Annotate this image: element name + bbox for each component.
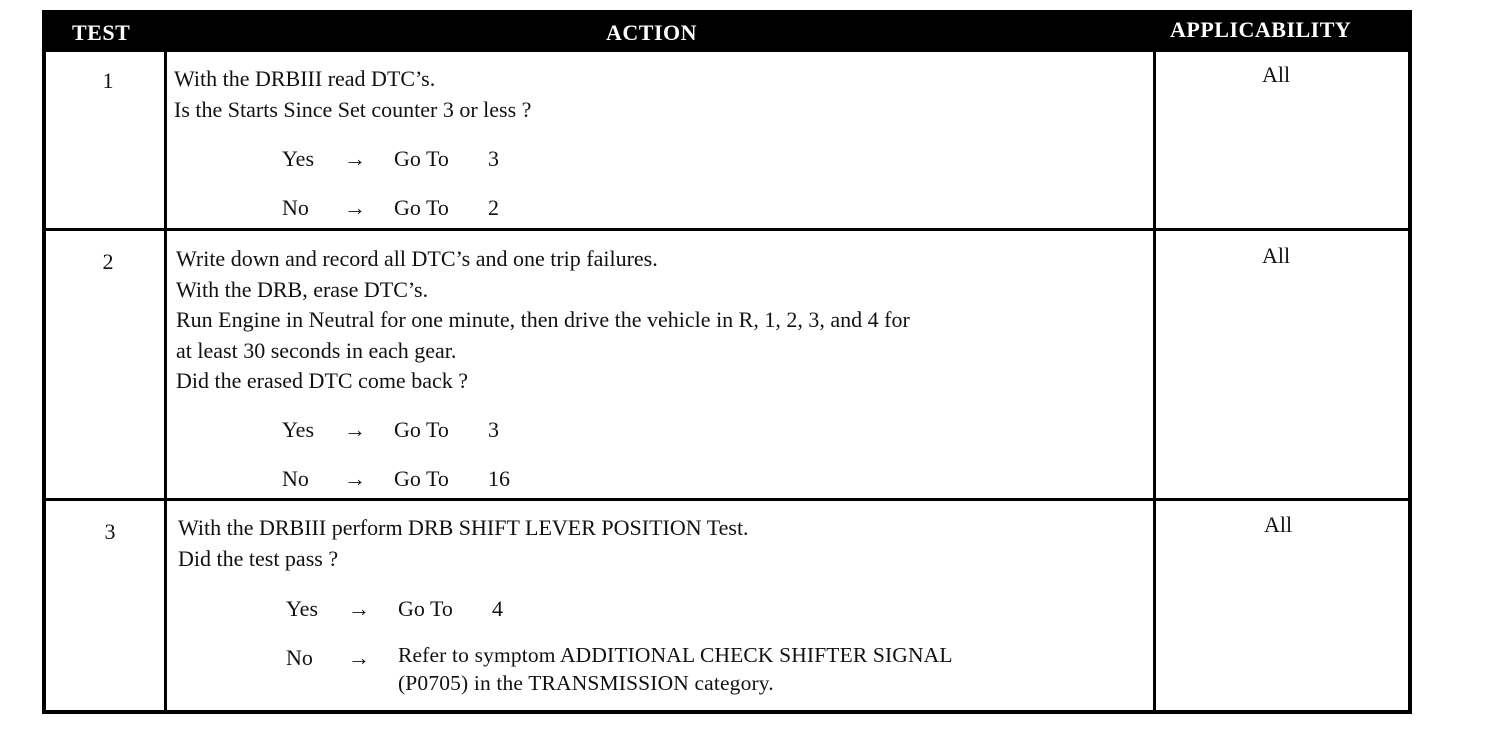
branch-label: No [286,645,313,670]
refer-text [398,643,953,696]
column-divider-applicability [1153,52,1156,714]
diagnostic-test-table [42,10,1412,714]
action-line: Did the test pass ? [178,545,339,571]
goto-text: Go To [394,195,449,220]
goto-target: 2 [488,195,499,220]
action-line: Did the erased DTC come back ? [176,368,468,393]
goto-target: 3 [488,146,499,171]
arrow-icon: → [344,146,366,171]
action-text [174,64,531,125]
action-line: With the DRB, erase DTC’s. [176,276,429,302]
action-line: Write down and record all DTC’s and one trip failures. [176,246,658,271]
goto-text: Go To [394,417,449,442]
refer-line: (P0705) in the TRANSMISSION category. [398,671,774,695]
header-test: TEST [72,20,131,45]
arrow-icon: → [348,596,370,621]
arrow-icon: → [344,466,366,491]
arrow-icon: → [344,195,366,220]
arrow-icon: → [348,645,370,670]
goto-target: 4 [492,596,503,621]
action-line: Is the Starts Since Set counter 3 or less ? [174,96,532,122]
action-line: With the DRBIII perform DRB SHIFT LEVER POSITION Test. [178,515,749,540]
test-number: 1 [102,68,114,93]
branch-label: No [282,195,309,220]
goto-text: Go To [398,596,453,621]
applicability-value: All [1262,62,1291,87]
action-line: With the DRBIII read DTC’s. [174,66,436,91]
arrow-icon: → [344,417,366,442]
goto-text: Go To [394,466,449,491]
branch-label: No [282,466,309,491]
header-action: ACTION [606,20,698,45]
row-divider-1 [46,228,1408,231]
goto-target: 16 [488,466,510,491]
applicability-value: All [1262,243,1291,268]
goto-target: 3 [488,417,499,442]
action-line: Run Engine in Neutral for one minute, then drive the vehicle in R, 1, 2, 3, and 4 for [176,307,910,332]
action-text [176,244,910,397]
branch-label: Yes [282,146,315,171]
goto-text: Go To [394,146,449,171]
action-line: at least 30 seconds in each gear. [176,337,457,363]
test-number: 3 [104,519,116,544]
header-applicability: APPLICABILITY [1170,17,1352,42]
branch-label: Yes [282,417,315,442]
column-divider-test [164,52,167,714]
refer-line: Refer to symptom ADDITIONAL CHECK SHIFTER SIGNAL [398,643,953,667]
test-number: 2 [102,249,114,274]
applicability-value: All [1264,512,1293,537]
row-divider-2 [46,498,1408,501]
branch-label: Yes [286,596,319,621]
action-text [178,513,749,574]
table-header [46,14,1408,52]
